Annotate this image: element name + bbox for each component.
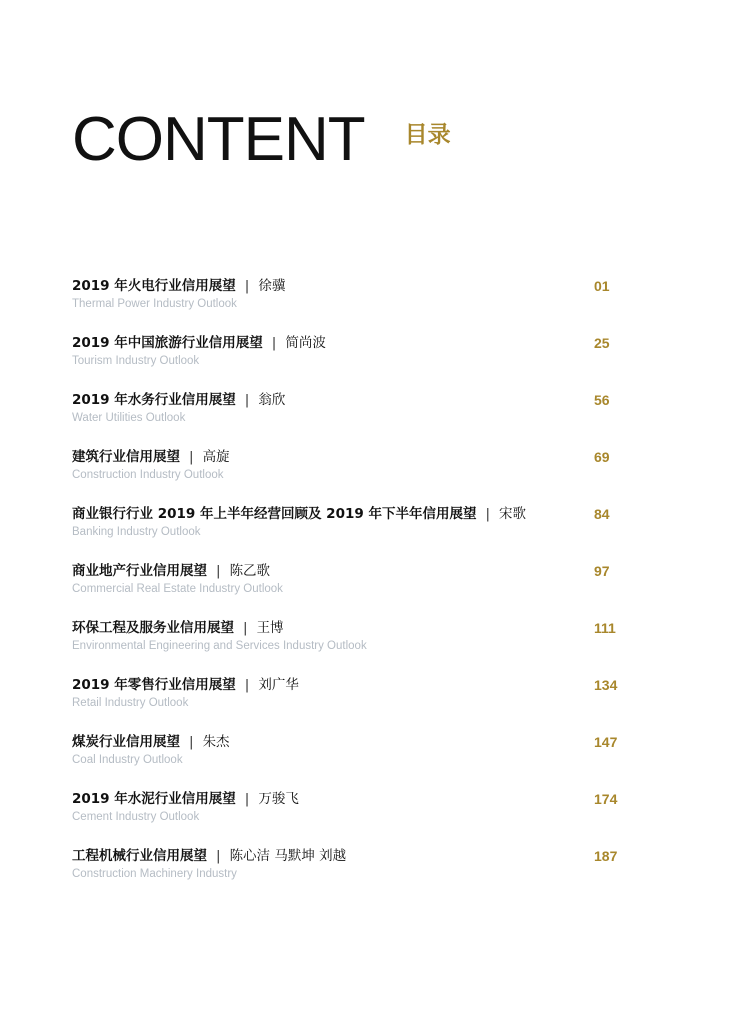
toc-entry-subtitle: Environmental Engineering and Services Industry Outlook: [72, 640, 367, 652]
content-title: CONTENT: [72, 105, 365, 174]
toc-entry-author: 陈乙歌: [229, 563, 271, 579]
toc-entry-page-number[interactable]: 25: [594, 335, 610, 351]
toc-entry-separator: |: [216, 563, 221, 579]
toc-entry[interactable]: [72, 274, 632, 331]
toc-entry-line: [72, 504, 526, 524]
toc-entry-separator: |: [189, 449, 194, 465]
toc-entry-title[interactable]: 环保工程及服务业信用展望: [72, 620, 234, 636]
toc-entry-separator: |: [271, 335, 277, 351]
toc-entry-line: [72, 675, 299, 695]
toc-entry-subtitle: Coal Industry Outlook: [72, 754, 183, 766]
toc-entry-subtitle: Construction Machinery Industry: [72, 868, 237, 880]
toc-entry-page-number[interactable]: 134: [594, 677, 618, 693]
toc-entry-line: [72, 846, 346, 866]
toc-entry-line: [72, 561, 270, 581]
toc-entry-page-number[interactable]: 187: [594, 848, 618, 864]
toc-entry-line: [72, 447, 230, 467]
toc-entry-author: 徐骥: [258, 278, 286, 294]
toc-entry[interactable]: [72, 673, 632, 730]
toc-title-cn: 目录: [404, 122, 451, 148]
toc-entry-title[interactable]: 建筑行业信用展望: [72, 449, 180, 465]
toc-entry-title[interactable]: 2019 年水泥行业信用展望: [72, 791, 236, 807]
toc-entry-separator: |: [244, 677, 250, 693]
toc-entry-title[interactable]: 煤炭行业信用展望: [72, 734, 180, 750]
toc-entry-page-number[interactable]: 147: [594, 734, 618, 750]
toc-entry-page-number[interactable]: 84: [594, 506, 610, 522]
toc-entry-line: [72, 390, 285, 410]
toc-entry[interactable]: [72, 787, 632, 844]
toc-entry-title[interactable]: 2019 年水务行业信用展望: [72, 392, 236, 408]
toc-entry-page-number[interactable]: 01: [594, 278, 610, 294]
toc-entry[interactable]: [72, 331, 632, 388]
toc-entry-subtitle: Banking Industry Outlook: [72, 526, 201, 538]
toc-entry-title[interactable]: 商业银行行业 2019 年上半年经营回顾及 2019 年下半年信用展望: [72, 506, 477, 522]
toc-entry-subtitle: Water Utilities Outlook: [72, 412, 186, 424]
toc-entry[interactable]: [72, 502, 632, 559]
toc-entry-subtitle: Thermal Power Industry Outlook: [72, 298, 237, 310]
toc-entry-author: 高旋: [202, 449, 230, 465]
toc-entry-author: 陈心洁 马默坤 刘越: [229, 848, 347, 864]
toc-entry-author: 宋歌: [499, 506, 527, 522]
toc-entry-title[interactable]: 2019 年火电行业信用展望: [72, 278, 236, 294]
toc-entry-separator: |: [243, 620, 248, 636]
toc-entry-line: [72, 333, 326, 353]
toc-entry[interactable]: [72, 445, 632, 502]
toc-entry[interactable]: [72, 730, 632, 787]
toc-entry-line: [72, 618, 284, 638]
toc-entry-page-number[interactable]: 97: [594, 563, 610, 579]
toc-entry[interactable]: [72, 388, 632, 445]
toc-entry-subtitle: Commercial Real Estate Industry Outlook: [72, 583, 283, 595]
toc-entry-page-number[interactable]: 111: [594, 620, 616, 636]
toc-entry-line: [72, 789, 299, 809]
toc-entry-title[interactable]: 商业地产行业信用展望: [72, 563, 207, 579]
toc-entry-separator: |: [244, 791, 250, 807]
toc-entry-separator: |: [244, 392, 250, 408]
toc-entry-author: 王博: [256, 620, 284, 636]
toc-entry-author: 刘广华: [258, 677, 299, 693]
toc-entry-separator: |: [485, 506, 491, 522]
toc-entry-title[interactable]: 工程机械行业信用展望: [72, 848, 207, 864]
toc-entry-author: 朱杰: [202, 734, 230, 750]
toc-entry-line: [72, 732, 230, 752]
toc-entry-page-number[interactable]: 56: [594, 392, 610, 408]
toc-entry-separator: |: [189, 734, 194, 750]
toc-entry-author: 翁欣: [258, 392, 286, 408]
toc-entry-subtitle: Construction Industry Outlook: [72, 469, 224, 481]
toc-entry[interactable]: [72, 616, 632, 673]
toc-entry[interactable]: [72, 559, 632, 616]
toc-entry-author: 万骏飞: [258, 791, 299, 807]
toc-entry-separator: |: [244, 278, 250, 294]
toc-entry-subtitle: Cement Industry Outlook: [72, 811, 200, 823]
page-header: [72, 104, 451, 176]
toc-entry-subtitle: Retail Industry Outlook: [72, 697, 189, 709]
toc-entry-title[interactable]: 2019 年零售行业信用展望: [72, 677, 236, 693]
toc-entry[interactable]: [72, 844, 632, 901]
toc-entry-subtitle: Tourism Industry Outlook: [72, 355, 200, 367]
table-of-contents: [72, 274, 632, 901]
toc-entry-author: 简尚波: [285, 335, 326, 351]
toc-entry-page-number[interactable]: 69: [594, 449, 610, 465]
toc-entry-title[interactable]: 2019 年中国旅游行业信用展望: [72, 335, 263, 351]
toc-entry-page-number[interactable]: 174: [594, 791, 618, 807]
toc-entry-line: [72, 276, 285, 296]
toc-entry-separator: |: [216, 848, 221, 864]
